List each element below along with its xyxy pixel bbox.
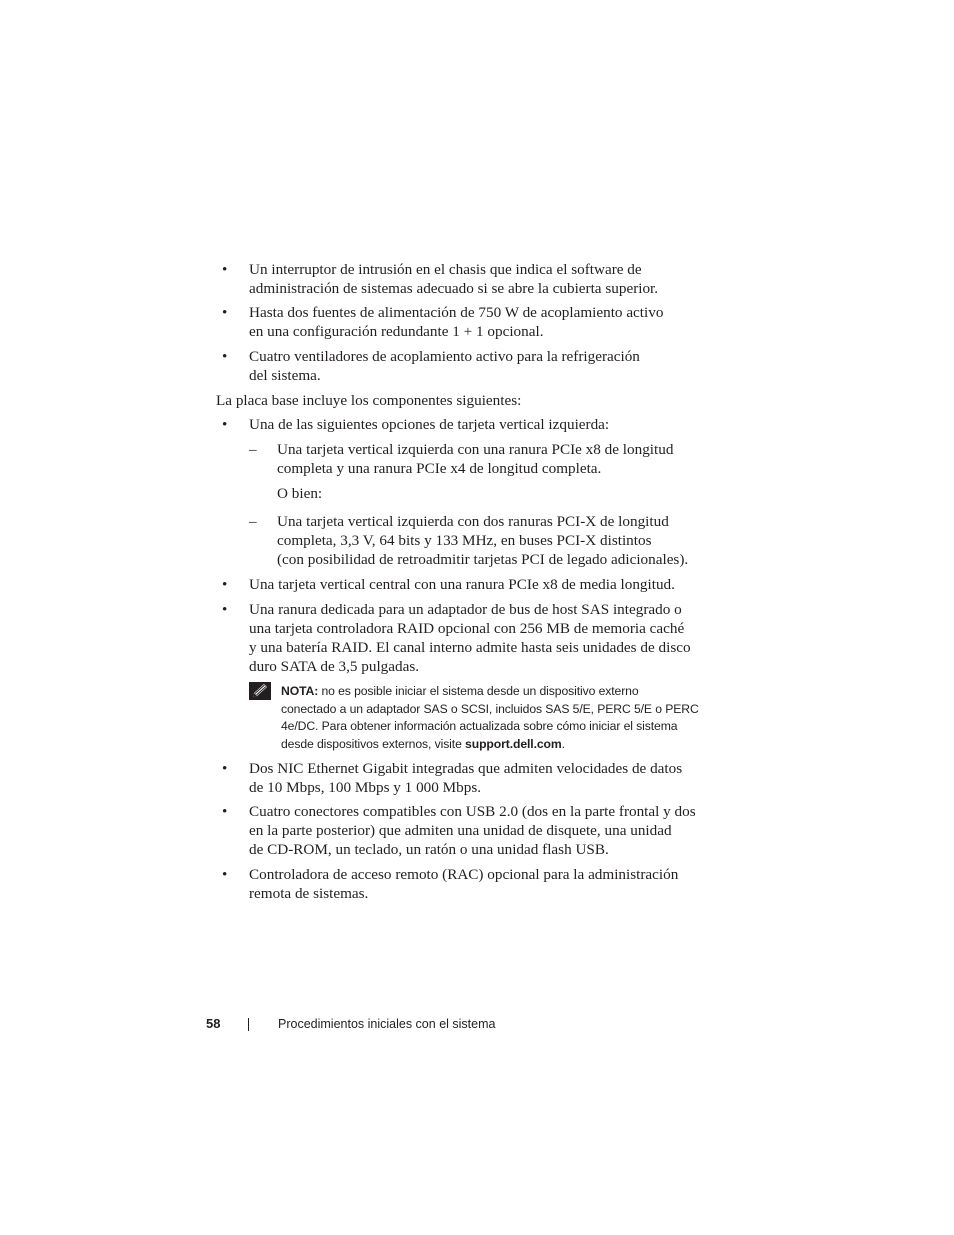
list-item — [249, 260, 709, 298]
bullet-marker: • — [222, 416, 228, 433]
list-item-line: Controladora de acceso remoto (RAC) opcional para la administración — [249, 866, 679, 883]
list-item-line: Dos NIC Ethernet Gigabit integradas que admiten velocidades de datos — [249, 760, 683, 777]
list-item — [249, 347, 709, 385]
list-item-line: en la parte posterior) que admiten una unidad de disquete, una unidad — [249, 822, 672, 839]
note-line-end: . — [561, 736, 565, 751]
list-item-line: Hasta dos fuentes de alimentación de 750 W de acoplamiento activo — [249, 304, 664, 321]
list-item-line: de CD-ROM, un teclado, un ratón o una unidad flash USB. — [249, 841, 609, 858]
footer-divider — [248, 1018, 249, 1031]
intro-paragraph: La placa base incluye los componentes siguientes: — [216, 392, 522, 409]
sub-list-item-line: Una tarjeta vertical izquierda con dos ranuras PCI-X de longitud — [277, 513, 669, 530]
bullet-marker: • — [222, 304, 228, 321]
dash-marker: – — [249, 441, 257, 458]
dash-marker: – — [249, 513, 257, 530]
footer-section-title: Procedimientos iniciales con el sistema — [278, 1017, 496, 1031]
list-item-line: Una de las siguientes opciones de tarjeta vertical izquierda: — [249, 416, 610, 433]
list-item-line: Una tarjeta vertical central con una ranura PCIe x8 de media longitud. — [249, 576, 675, 593]
bullet-marker: • — [222, 866, 228, 883]
list-item-line: Una ranura dedicada para un adaptador de bus de host SAS integrado o — [249, 601, 682, 618]
sub-list-item-line: (con posibilidad de retroadmitir tarjetas PCI de legado adicionales). — [277, 551, 689, 568]
list-item-line: del sistema. — [249, 367, 321, 384]
note-text — [281, 683, 711, 753]
list-item-line: Un interruptor de intrusión en el chasis que indica el software de — [249, 261, 642, 278]
pencil-note-icon — [249, 682, 271, 700]
list-item — [249, 865, 709, 903]
or-text: O bien: — [277, 485, 323, 502]
bullet-marker: • — [222, 261, 228, 278]
list-item-line: Cuatro ventiladores de acoplamiento activo para la refrigeración — [249, 348, 640, 365]
list-item-line: remota de sistemas. — [249, 885, 369, 902]
note-label: NOTA: — [281, 684, 319, 698]
note-line: conectado a un adaptador SAS o SCSI, incluidos SAS 5/E, PERC 5/E o PERC — [281, 701, 699, 716]
list-item-line: administración de sistemas adecuado si se abre la cubierta superior. — [249, 280, 659, 297]
sub-list-item-line: completa y una ranura PCIe x4 de longitud completa. — [277, 460, 602, 477]
list-item — [249, 759, 709, 797]
sub-list-item — [277, 512, 717, 569]
bullet-marker: • — [222, 803, 228, 820]
bullet-marker: • — [222, 348, 228, 365]
list-item-line: y una batería RAID. El canal interno admite hasta seis unidades de disco — [249, 639, 691, 656]
sub-list-item — [277, 440, 717, 478]
list-item — [249, 303, 709, 341]
note-line: 4e/DC. Para obtener información actualizada sobre cómo iniciar el sistema — [281, 719, 678, 733]
bullet-marker: • — [222, 760, 228, 777]
list-item-line: una tarjeta controladora RAID opcional con 256 MB de memoria caché — [249, 620, 685, 637]
list-item — [249, 802, 709, 859]
list-item-line: duro SATA de 3,5 pulgadas. — [249, 658, 420, 675]
support-link[interactable]: support.dell.com — [465, 736, 562, 751]
list-item-line: en una configuración redundante 1 + 1 opcional. — [249, 323, 544, 340]
list-item — [249, 575, 709, 594]
sub-list-item-line: Una tarjeta vertical izquierda con una ranura PCIe x8 de longitud — [277, 441, 674, 458]
riser-bullet — [249, 415, 709, 434]
note-line: desde dispositivos externos, visite — [281, 736, 466, 751]
sub-list-item-line: completa, 3,3 V, 64 bits y 133 MHz, en buses PCI-X distintos — [277, 532, 652, 549]
page-number: 58 — [206, 1016, 221, 1031]
list-item-line: de 10 Mbps, 100 Mbps y 1 000 Mbps. — [249, 779, 482, 796]
list-item-line: Cuatro conectores compatibles con USB 2.0 (dos en la parte frontal y dos — [249, 803, 696, 820]
bullet-marker: • — [222, 576, 228, 593]
list-item — [249, 600, 709, 676]
note-line: no es posible iniciar el sistema desde un dispositivo externo — [318, 684, 639, 698]
bullet-marker: • — [222, 601, 228, 618]
